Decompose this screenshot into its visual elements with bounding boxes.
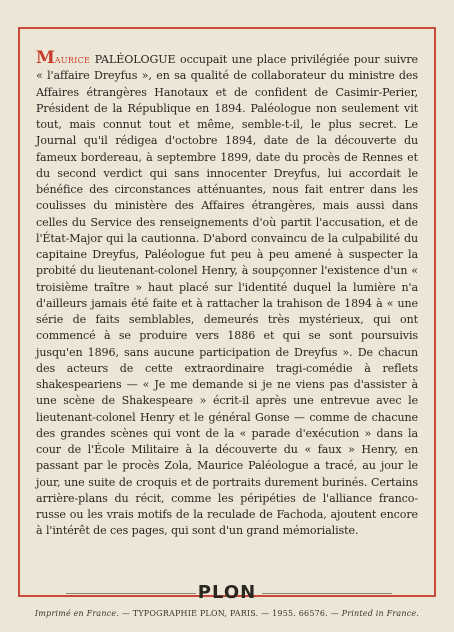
- imprint-printed-in-france: Printed in France.: [341, 609, 420, 618]
- body-paragraph: occupait une place privilégiée pour suivre « l'affaire Dreyfus », en sa qualité de collaborateur du ministre des Affaires étrangères Hanotaux et de confident de Casimir-Perier, Président de la République en 1894. Paléologue non seulement vit tout, mais connut tout et même, semble-t-il, le plus secret. Le Journal qu'il rédigea d'octobre 1894, date de la découverte du fameux bordereau, à septembre 1899, date du procès de Rennes et du second verdict qui sans innocenter Dreyfus, lui accordait le bénéfice des circonstances atténuantes, nous fait entrer dans les coulisses du ministère des Affaires étrangères, mais aussi dans celles du Service des renseignements d'où partit l'accusation, et de l'État-Major qui la cautionna. D'abord convaincu de la culpabilité du capitaine Dreyfus, Paléologue fut peu à peu amené à suspecter la probité du lieutenant-colonel Henry, à soupçonner l'existence d'un « troisième traître » haut placé sur l'identité duquel la lumière n'a d'ailleurs jamais été faite et à rattacher la trahison de 1894 à « une série de faits semblables, demeurés très mystérieux, qui ont commencé à se produire vers 1886 et qui se sont poursuivis jusqu'en 1896, sans aucune participation de Dreyfus ». De chacun des acteurs de cette extraordinaire tragi-comédie à reflets shakespeariens — « Je me demande si je ne viens pas d'assister à une scène de Shakespeare » écrit-il après une entrevue avec le lieutenant-colonel Henry et le général Gonse — comme de chacune des grandes scènes qui vont de la « parade d'exécution » dans la cour de l'École Militaire à la découverte du « faux » Henry, en passant par le procès Zola, Maurice Paléologue a tracé, au jour le jour, une suite de croquis et de portraits durement burinés. Certains arrière-plans du récit, comme les péripéties de l'alliance franco-russe ou les vrais motifs de la reculade de Fachoda, ajoutent encore à l'intérêt de ces pages, qui sont d'un grand mémorialiste.: [36, 53, 418, 538]
- imprint-line: [0, 609, 454, 618]
- publisher-rule-right: [262, 593, 392, 594]
- author-first-name-rest: aurice: [54, 53, 91, 66]
- publisher-name: PLON: [197, 582, 257, 603]
- back-cover-text: [36, 50, 418, 540]
- imprint-printer: — TYPOGRAPHIE PLON, PARIS. — 1955. 66576. —: [119, 609, 342, 618]
- drop-cap: M: [36, 48, 55, 68]
- author-last-name: PALÉOLOGUE: [94, 53, 176, 66]
- imprint-made-in-france: Imprimé en France.: [34, 609, 120, 618]
